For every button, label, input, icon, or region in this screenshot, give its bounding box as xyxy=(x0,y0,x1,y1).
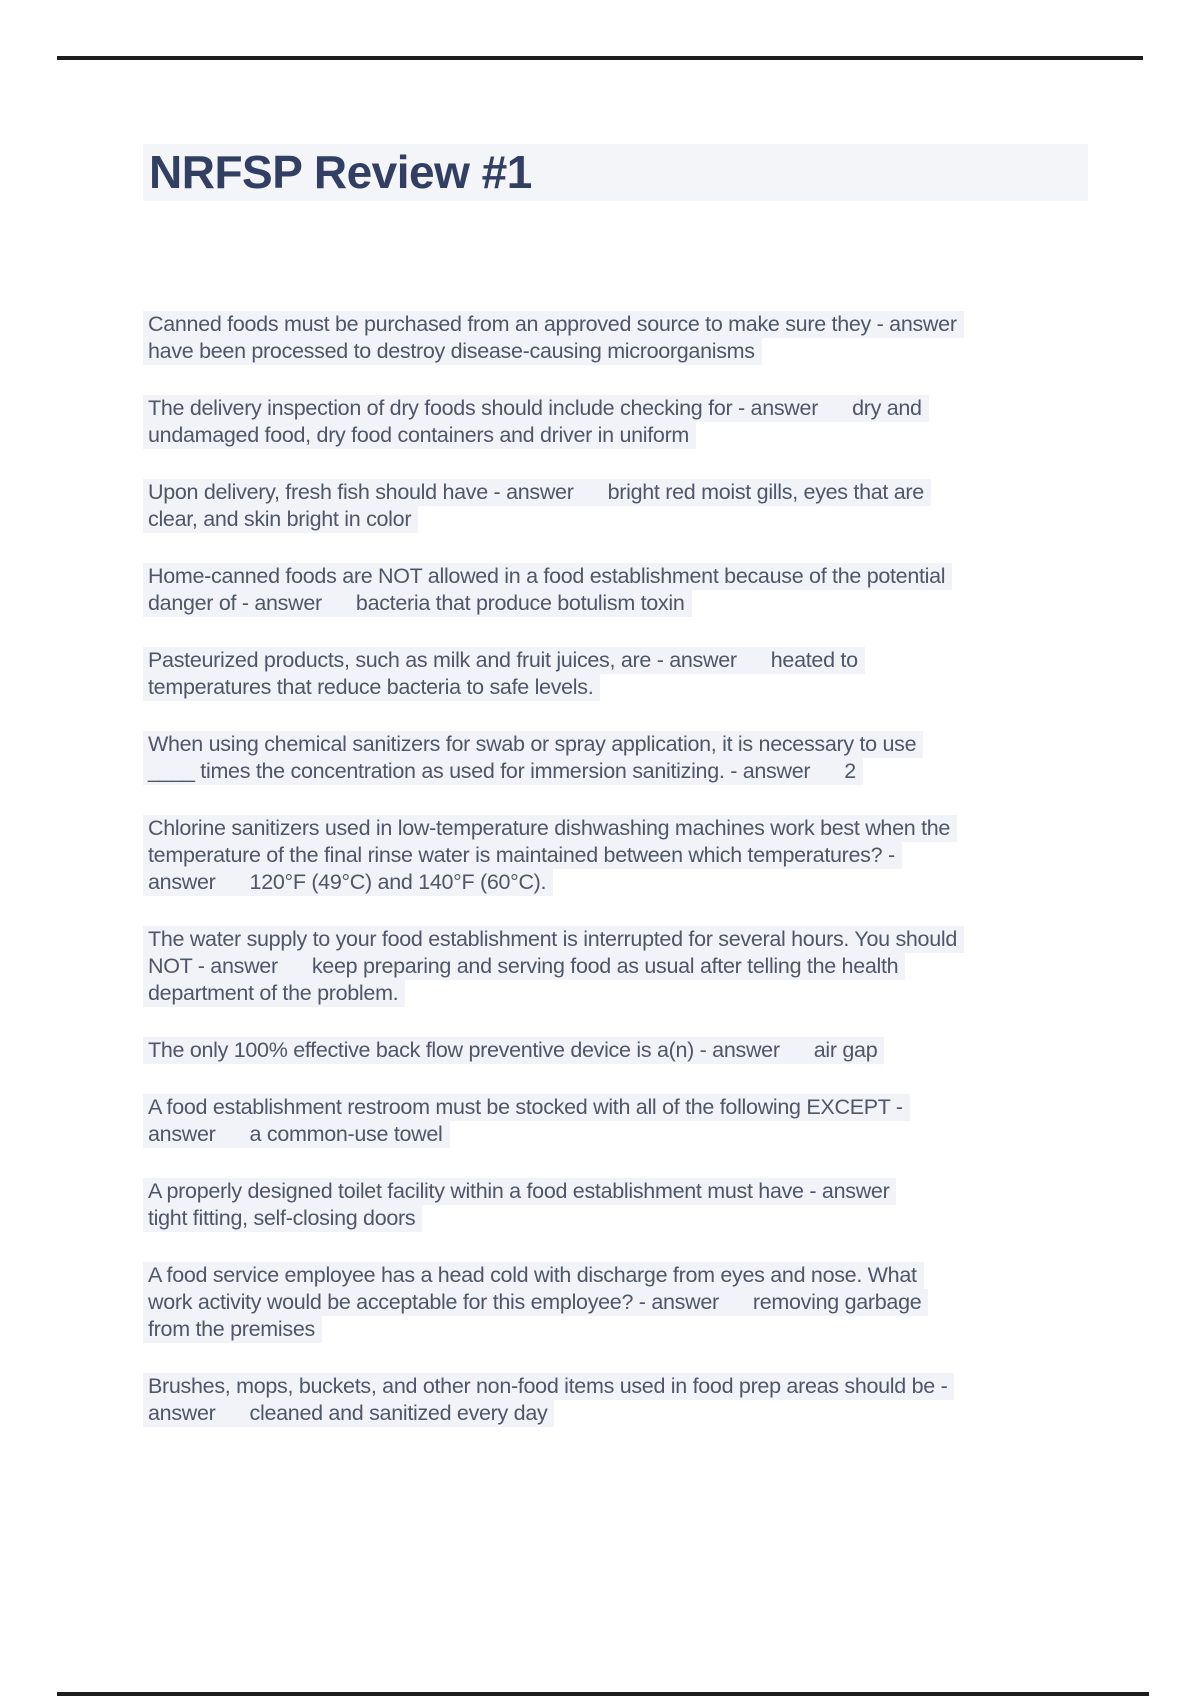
qa-line xyxy=(143,506,1103,533)
qa-line xyxy=(143,311,1103,338)
qa-line-text: have been processed to destroy disease-causing microorganisms xyxy=(143,338,762,365)
qa-line-text: Upon delivery, fresh fish should have - answer bright red moist gills, eyes that are xyxy=(143,479,931,506)
qa-line-text: ____ times the concentration as used for immersion sanitizing. - answer 2 xyxy=(143,758,863,785)
qa-line-text: Home-canned foods are NOT allowed in a food establishment because of the potential xyxy=(143,563,952,590)
qa-line xyxy=(143,1178,1103,1205)
qa-line-text: undamaged food, dry food containers and driver in uniform xyxy=(143,422,696,449)
qa-line xyxy=(143,338,1103,365)
qa-line xyxy=(143,674,1103,701)
qa-line-text: temperatures that reduce bacteria to safe levels. xyxy=(143,674,600,701)
qa-list xyxy=(143,311,1103,1457)
top-divider xyxy=(57,56,1143,60)
qa-line xyxy=(143,1373,1103,1400)
qa-line xyxy=(143,980,1103,1007)
qa-line-text: Pasteurized products, such as milk and fruit juices, are - answer heated to xyxy=(143,647,865,674)
qa-paragraph xyxy=(143,647,1103,701)
qa-line-text: When using chemical sanitizers for swab or spray application, it is necessary to use xyxy=(143,731,923,758)
qa-line-text: tight fitting, self-closing doors xyxy=(143,1205,422,1232)
qa-paragraph xyxy=(143,731,1103,785)
qa-line xyxy=(143,869,1103,896)
qa-line-text: Brushes, mops, buckets, and other non-food items used in food prep areas should be - xyxy=(143,1373,954,1400)
qa-paragraph xyxy=(143,926,1103,1007)
qa-line-text: answer a common-use towel xyxy=(143,1121,450,1148)
qa-line-text: clear, and skin bright in color xyxy=(143,506,418,533)
qa-line xyxy=(143,1400,1103,1427)
qa-line xyxy=(143,590,1103,617)
qa-line-text: The water supply to your food establishment is interrupted for several hours. You should xyxy=(143,926,964,953)
qa-line-text: temperature of the final rinse water is maintained between which temperatures? - xyxy=(143,842,902,869)
qa-line xyxy=(143,1121,1103,1148)
qa-line-text: work activity would be acceptable for this employee? - answer removing garbage xyxy=(143,1289,928,1316)
qa-paragraph xyxy=(143,395,1103,449)
qa-line xyxy=(143,647,1103,674)
qa-paragraph xyxy=(143,1037,1103,1064)
qa-line xyxy=(143,563,1103,590)
qa-paragraph xyxy=(143,563,1103,617)
qa-line-text: A food establishment restroom must be stocked with all of the following EXCEPT - xyxy=(143,1094,910,1121)
qa-paragraph xyxy=(143,1094,1103,1148)
qa-paragraph xyxy=(143,1262,1103,1343)
qa-line xyxy=(143,1289,1103,1316)
qa-paragraph xyxy=(143,1178,1103,1232)
qa-line xyxy=(143,422,1103,449)
qa-paragraph xyxy=(143,311,1103,365)
bottom-divider xyxy=(57,1692,1149,1696)
qa-line-text: from the premises xyxy=(143,1316,322,1343)
qa-line-text: answer cleaned and sanitized every day xyxy=(143,1400,554,1427)
qa-line xyxy=(143,953,1103,980)
qa-line xyxy=(143,479,1103,506)
qa-line xyxy=(143,758,1103,785)
qa-line-text: danger of - answer bacteria that produce botulism toxin xyxy=(143,590,692,617)
qa-line-text: A food service employee has a head cold with discharge from eyes and nose. What xyxy=(143,1262,924,1289)
qa-line-text: The delivery inspection of dry foods should include checking for - answer dry and xyxy=(143,395,929,422)
qa-line xyxy=(143,1316,1103,1343)
qa-line-text: department of the problem. xyxy=(143,980,405,1007)
qa-line xyxy=(143,1037,1103,1064)
qa-line xyxy=(143,731,1103,758)
qa-line-text: A properly designed toilet facility within a food establishment must have - answer xyxy=(143,1178,896,1205)
qa-line-text: Canned foods must be purchased from an approved source to make sure they - answer xyxy=(143,311,964,338)
qa-paragraph xyxy=(143,479,1103,533)
qa-line xyxy=(143,815,1103,842)
page-title: NRFSP Review #1 xyxy=(143,144,1088,201)
qa-line-text: The only 100% effective back flow preventive device is a(n) - answer air gap xyxy=(143,1037,884,1064)
qa-line xyxy=(143,395,1103,422)
qa-line xyxy=(143,1262,1103,1289)
qa-line xyxy=(143,1094,1103,1121)
qa-line xyxy=(143,926,1103,953)
qa-line xyxy=(143,842,1103,869)
qa-line-text: NOT - answer keep preparing and serving food as usual after telling the health xyxy=(143,953,905,980)
qa-paragraph xyxy=(143,815,1103,896)
qa-paragraph xyxy=(143,1373,1103,1427)
qa-line xyxy=(143,1205,1103,1232)
qa-line-text: answer 120°F (49°C) and 140°F (60°C). xyxy=(143,869,553,896)
qa-line-text: Chlorine sanitizers used in low-temperature dishwashing machines work best when the xyxy=(143,815,957,842)
